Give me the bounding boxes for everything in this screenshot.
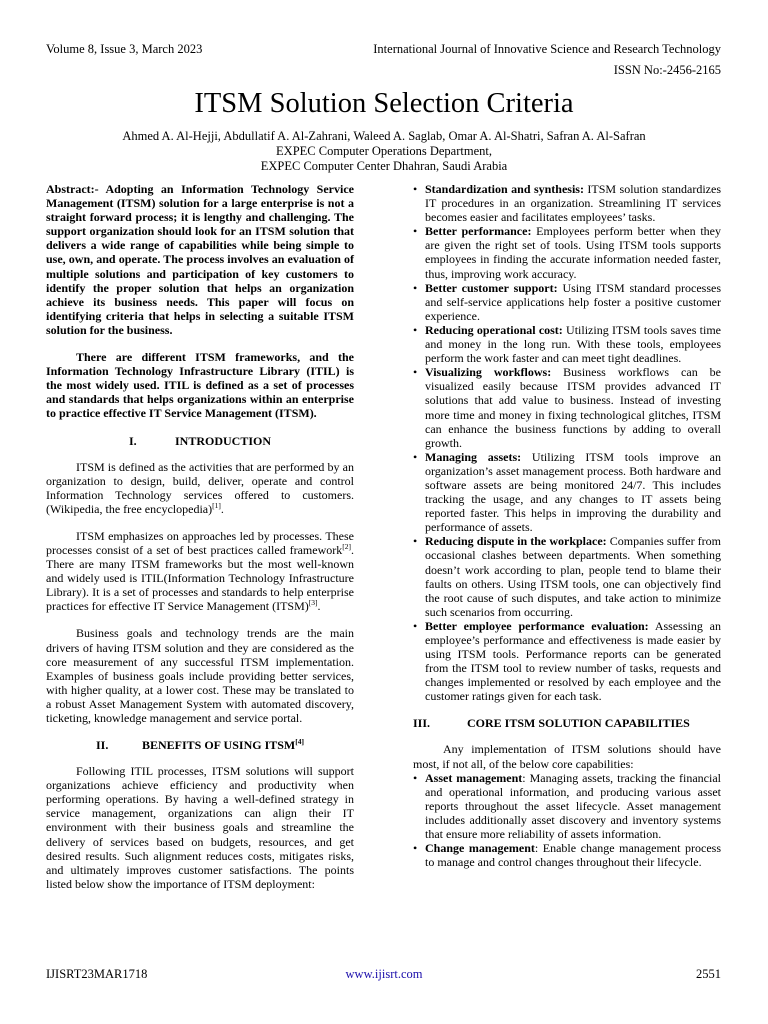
benefit-term: Better employee performance evaluation: bbox=[425, 618, 649, 633]
list-item bbox=[413, 182, 721, 224]
left-column bbox=[46, 182, 354, 891]
benefit-text: ITSM solution standardizes IT procedures in an organization. Streamlining IT services becomes easier and facilitates employees’ tasks. bbox=[425, 182, 721, 225]
paper-id: IJISRT23MAR1718 bbox=[46, 967, 148, 981]
bullet-icon: • bbox=[413, 322, 418, 337]
list-item bbox=[413, 771, 721, 841]
list-item bbox=[413, 619, 721, 704]
citation-3: [3] bbox=[308, 598, 318, 608]
citation-1: [1] bbox=[212, 500, 221, 510]
benefit-text: Utilizing ITSM tools improve an organization’s asset management process. Both hardware and software assets are being monitored 24/7. This includes tracking the usage, and any changes to IT assets being reported faster. This helps in improving the durability and performance of assets. bbox=[425, 449, 721, 535]
author-list: Ahmed A. Al-Hejji, Abdullatif A. Al-Zahrani, Waleed A. Saglab, Omar A. Al-Shatri, Safran A. Al-Safran bbox=[122, 129, 646, 143]
journal-name: International Journal of Innovative Science and Research Technology bbox=[373, 42, 721, 56]
affiliation-center: EXPEC Computer Center Dhahran, Saudi Arabia bbox=[260, 159, 508, 173]
intro-p2-text-b: . There are many ITSM frameworks but the most well-known and widely used is ITIL(Information Technology Infrastructure Library). It is a set of processes and standards to help enterprise practices for effective IT Service Management (ITSM) bbox=[46, 542, 354, 614]
capability-term: Change management bbox=[425, 841, 535, 856]
intro-p2-end: . bbox=[317, 599, 321, 614]
right-column bbox=[413, 182, 721, 869]
bullet-icon: • bbox=[413, 280, 418, 295]
list-item bbox=[413, 534, 721, 619]
section-number: I. bbox=[128, 433, 137, 448]
citation-4: [4] bbox=[295, 737, 304, 747]
bullet-icon: • bbox=[413, 182, 418, 196]
benefit-term: Reducing operational cost: bbox=[425, 322, 563, 337]
journal-issn: ISSN No:-2456-2165 bbox=[613, 63, 721, 77]
capabilities-intro-paragraph: Any implementation of ITSM solutions should have most, if not all, of the below core capabilities: bbox=[413, 742, 721, 771]
list-item bbox=[413, 365, 721, 450]
section-heading-capabilities bbox=[413, 716, 721, 731]
list-item bbox=[413, 281, 721, 323]
benefit-term: Managing assets: bbox=[425, 449, 522, 464]
benefit-term: Visualizing workflows: bbox=[425, 365, 552, 380]
section-title: BENEFITS OF USING ITSM bbox=[141, 738, 296, 753]
journal-url-text[interactable]: www.ijisrt.com bbox=[345, 967, 423, 981]
benefit-text: Employees perform better when they are given the right set of tools. Using ITSM tools supports employees in finding the accurate information needed faster, thus, improving work accuracy. bbox=[425, 224, 721, 281]
benefit-text: Assessing an employee’s performance and effectiveness is made easier by using ITSM tools. Performance reports can be generated from the ITSM tool to review number of tasks, requests and changes implemented or resolved by each employee and the customer ratings given for each task. bbox=[425, 618, 722, 704]
benefit-term: Reducing dispute in the workplace: bbox=[425, 534, 607, 549]
intro-paragraph-3: Business goals and technology trends are the main drivers of having ITSM solution and they are considered as the core measurement of any successful ITSM implementation. Examples of business goals include providing better services, with higher quality, at a lower cost. These may be translated to a robust Asset Management System with automated discovery, ticketing, knowledge management and service portal. bbox=[46, 626, 354, 725]
section-number: II. bbox=[95, 738, 109, 753]
capability-text: : Enable change management process to manage and control changes throughout their lifecycle. bbox=[425, 841, 721, 870]
journal-url-link[interactable] bbox=[0, 967, 768, 982]
benefit-text: Companies suffer from occasional clashes between departments. When something doesn’t work according to plan, people tend to blame their faults on others. Using ITSM tools, one can objectively find the root cause of such disputes, and take action to minimize such scenarios from occurring. bbox=[425, 534, 721, 619]
benefit-term: Standardization and synthesis: bbox=[425, 182, 584, 196]
benefits-intro-paragraph: Following ITIL processes, ITSM solutions will support organizations achieve efficiency and productivity when performing operations. By having a well-defined strategy in service management, organizations can align their IT environment with their business goals and streamline the delivery of services based on budgets, resources, and get desired results. Such alignment reduces costs, mitigates risks, and ultimately improves customer satisfactions. The points listed below show the importance of ITSM deployment: bbox=[46, 764, 354, 891]
intro-paragraph-1 bbox=[46, 460, 354, 516]
bullet-icon: • bbox=[413, 449, 418, 464]
capabilities-list bbox=[413, 771, 721, 870]
abstract-paragraph: Abstract:- Adopting an Information Technology Service Management (ITSM) solution for a large enterprise is not a straight forward process; it is lengthy and challenging. The support organization should look for an ITSM solution that delivers a wide range of capabilities while being simple to use, own, and operate. The process involves an evaluation of multiple solutions and participation of key customers to identify the proper solution that helps an organization achieve its business needs. This paper will focus on identifying criteria that helps in selecting a suitable ITSM solution for the business. bbox=[46, 182, 354, 337]
capability-term: Asset management bbox=[425, 770, 523, 785]
bullet-icon: • bbox=[413, 841, 418, 856]
section-heading-introduction bbox=[46, 434, 354, 449]
capability-text: : Managing assets, tracking the financial and operational information, and producing various asset reports throughout the asset lifecycle. Asset management includes additionally asset discovery and inventory systems that ensure more reliability of assets information. bbox=[425, 770, 721, 842]
list-item bbox=[413, 323, 721, 365]
bullet-icon: • bbox=[413, 618, 418, 633]
benefit-term: Better performance: bbox=[425, 224, 532, 239]
section-title: INTRODUCTION bbox=[174, 433, 271, 448]
affiliation-department: EXPEC Computer Operations Department, bbox=[276, 144, 492, 158]
benefit-text: Business workflows can be visualized easily because ITSM provides advanced IT solutions that add value to business. Instead of investing more time and money in fixing technological glitches, ITSM can enhance the business functions by adding to overall growth. bbox=[425, 365, 721, 450]
benefit-term: Better customer support: bbox=[425, 280, 558, 295]
benefits-list bbox=[413, 182, 721, 703]
bullet-icon: • bbox=[413, 770, 418, 785]
section-heading-benefits bbox=[46, 738, 354, 753]
benefit-text: Using ITSM standard processes and self-service applications help foster a positive customer experience. bbox=[425, 280, 721, 323]
list-item bbox=[413, 450, 721, 535]
bullet-icon: • bbox=[413, 365, 418, 380]
journal-volume: Volume 8, Issue 3, March 2023 bbox=[46, 42, 203, 56]
list-item bbox=[413, 841, 721, 869]
intro-p2-text-a: ITSM emphasizes on approaches led by processes. These processes consist of a set of best practices called framework bbox=[46, 528, 354, 557]
section-title: CORE ITSM SOLUTION CAPABILITIES bbox=[467, 716, 690, 731]
page-number: 2551 bbox=[696, 967, 721, 981]
benefit-text: Utilizing ITSM tools saves time and money in the long run. With these tools, employees perform the work faster and can meet tight deadlines. bbox=[425, 322, 721, 366]
intro-p1-text: ITSM is defined as the activities that are performed by an organization to design, build, deliver, operate and control Information Technology services offered to customers.(Wikipedia, the free encyclopedia) bbox=[46, 459, 354, 516]
section-number: III. bbox=[413, 716, 431, 731]
intro-paragraph-2 bbox=[46, 529, 354, 614]
intro-p1-end: . bbox=[220, 501, 224, 516]
citation-2: [2] bbox=[342, 541, 351, 551]
bullet-icon: • bbox=[413, 224, 418, 239]
abstract-frameworks-paragraph: There are different ITSM frameworks, and the Information Technology Infrastructure Library (ITIL) is the most widely used. ITIL is defined as a set of processes and standards that helps organizations within an enterprise to practice effective IT Service Management (ITSM). bbox=[46, 350, 354, 421]
list-item bbox=[413, 224, 721, 280]
paper-title: ITSM Solution Selection Criteria bbox=[194, 88, 574, 119]
bullet-icon: • bbox=[413, 534, 418, 549]
